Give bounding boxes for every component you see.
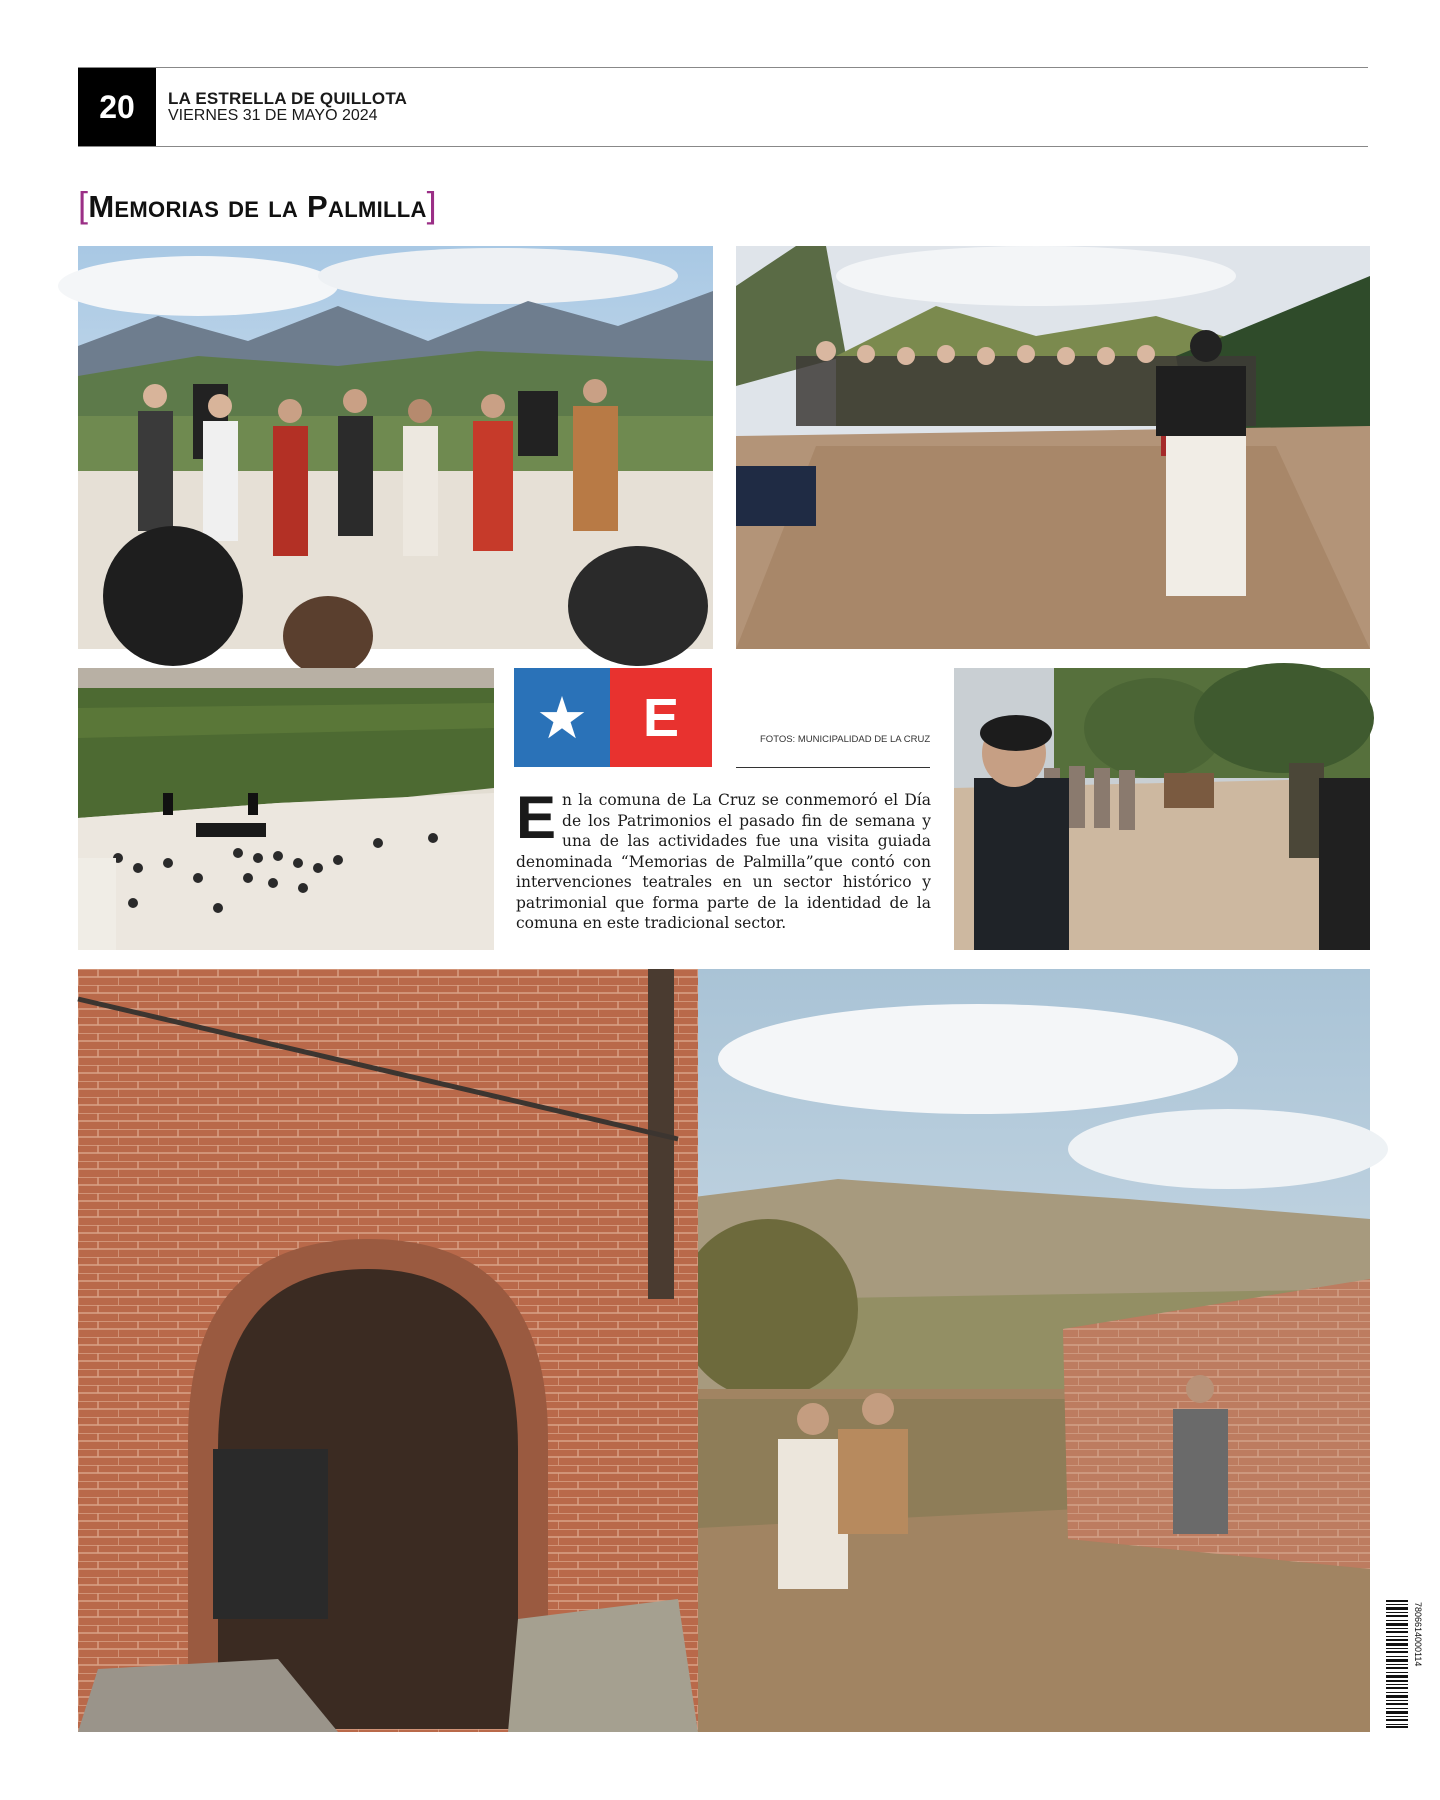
issue-date: VIERNES 31 DE MAYO 2024 <box>168 106 378 124</box>
article-body <box>516 784 931 934</box>
barcode-number: 7806614000114 <box>1413 1602 1423 1667</box>
masthead <box>168 90 407 125</box>
photo-credit: FOTOS: MUNICIPALIDAD DE LA CRUZ <box>760 734 931 745</box>
barcode <box>1386 1600 1423 1728</box>
title-bracket-open: [ <box>78 184 89 225</box>
title-bracket-close: ] <box>426 184 437 225</box>
photo-visitors-yard <box>954 668 1370 950</box>
logo-letter: E <box>610 668 712 767</box>
photo-brick-kiln <box>78 969 1370 1732</box>
newspaper-name: LA ESTRELLA DE QUILLOTA <box>168 89 408 108</box>
photo-performers-mountains <box>78 246 713 649</box>
section-title <box>78 184 437 226</box>
header-top-rule <box>78 67 1368 68</box>
photo-aerial-gathering <box>78 668 494 950</box>
drop-cap: E <box>516 784 557 851</box>
newspaper-logo <box>514 668 712 767</box>
star-icon: ★ <box>514 668 610 767</box>
section-title-text: Memorias de la Palmilla <box>88 189 427 224</box>
credit-rule <box>736 767 930 768</box>
barcode-graphic <box>1386 1600 1423 1728</box>
article-text: n la comuna de La Cruz se conmemoró el Día de los Patrimonios el pasado fin de semana y una de las actividades fue una visita guiada denominada “Memorias de Palmilla”que contó con intervenciones teatrales en un sector histórico y patrimonial que forma parte de la identidad de la comuna en este tradicional sector. <box>516 791 931 932</box>
photo-group-dirt-path <box>736 246 1370 649</box>
page-number: 20 <box>78 68 156 147</box>
header-bottom-rule <box>78 146 1368 147</box>
